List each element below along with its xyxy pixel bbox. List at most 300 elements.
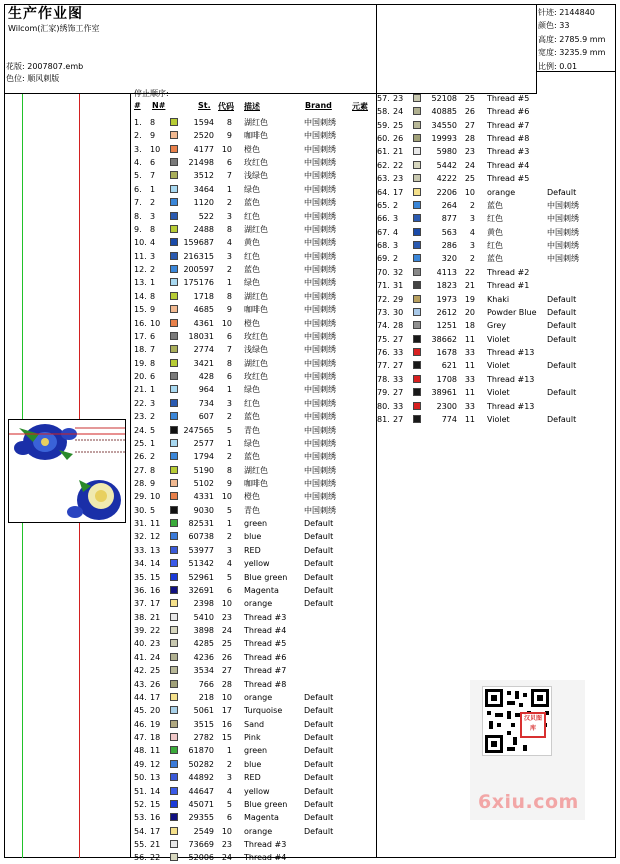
cell-n: 5: [150, 425, 156, 435]
cell-desc: 咖啡色: [244, 478, 268, 488]
cell-desc: Khaki: [487, 294, 510, 304]
cell-desc: Sand: [244, 719, 265, 729]
embroidery-preview-image: [9, 420, 126, 523]
cell-code: 6: [226, 331, 232, 341]
cell-code: 8: [226, 291, 232, 301]
cell-desc: 橙色: [244, 492, 260, 502]
cell-brand: Default: [304, 746, 334, 756]
table-row: [134, 571, 374, 584]
cell-st: 4285: [193, 639, 214, 649]
cell-desc: Turquoise: [244, 706, 283, 716]
cell-st: 2782: [193, 733, 214, 743]
cell-code: 24: [464, 160, 475, 170]
cell-st: 734: [198, 398, 214, 408]
cell-desc: Violet: [487, 414, 510, 424]
cell-idx: 61.: [377, 147, 390, 157]
table-row: [134, 597, 374, 610]
cell-n: 22: [150, 626, 161, 636]
cell-desc: 玫红色: [244, 158, 268, 168]
cell-st: 21498: [188, 158, 214, 168]
cell-brand: 中国刺绣: [304, 465, 336, 475]
cell-desc: Thread #7: [487, 120, 530, 130]
cell-n: 21: [150, 612, 161, 622]
cell-brand: 中国刺绣: [304, 318, 336, 328]
cell-n: 25: [393, 120, 404, 130]
cell-code: 11: [464, 414, 475, 424]
cell-st: 2549: [193, 826, 214, 836]
cell-idx: 12.: [134, 265, 147, 275]
cell-n: 29: [393, 294, 404, 304]
cell-idx: 45.: [134, 706, 147, 716]
stat-stitches: 针迹: 2144840: [538, 8, 595, 17]
cell-n: 2: [150, 452, 156, 462]
cell-brand: Default: [304, 545, 334, 555]
cell-st: 3464: [193, 184, 214, 194]
cell-idx: 69.: [377, 254, 390, 264]
cell-n: 24: [393, 107, 404, 117]
cell-code: 17: [221, 706, 232, 716]
cell-desc: 咖啡色: [244, 131, 268, 141]
cell-brand: Default: [547, 414, 577, 424]
cell-n: 26: [150, 679, 161, 689]
cell-code: 1: [226, 184, 232, 194]
table-row: [377, 212, 617, 225]
cell-st: 61870: [188, 746, 214, 756]
cell-code: 2: [469, 200, 475, 210]
cell-desc: orange: [244, 826, 273, 836]
cell-brand: 中国刺绣: [304, 478, 336, 488]
cell-st: 4222: [436, 174, 457, 184]
cell-code: 1: [226, 746, 232, 756]
cell-st: 3534: [193, 666, 214, 676]
cell-idx: 42.: [134, 666, 147, 676]
table-row: [134, 210, 374, 223]
cell-n: 1: [150, 184, 156, 194]
cell-idx: 41.: [134, 652, 147, 662]
cell-desc: Thread #4: [244, 626, 287, 636]
cell-code: 10: [221, 692, 232, 702]
cell-idx: 36.: [134, 585, 147, 595]
cell-st: 2206: [436, 187, 457, 197]
table-row: [377, 105, 617, 118]
cell-n: 12: [150, 759, 161, 769]
cell-st: 5442: [436, 160, 457, 170]
cell-idx: 34.: [134, 559, 147, 569]
cell-n: 9: [150, 131, 156, 141]
cell-desc: Thread #6: [487, 107, 530, 117]
table-row: [377, 199, 617, 212]
cell-st: 2774: [193, 345, 214, 355]
table-row: [377, 226, 617, 239]
cell-code: 24: [221, 853, 232, 863]
cell-code: 1: [226, 385, 232, 395]
table-row: [134, 811, 374, 824]
cell-idx: 7.: [134, 198, 142, 208]
cell-desc: Magenta: [244, 813, 279, 823]
cell-brand: 中国刺绣: [304, 305, 336, 315]
cell-idx: 48.: [134, 746, 147, 756]
cell-idx: 57.: [377, 94, 390, 103]
cell-st: 320: [441, 254, 457, 264]
cell-st: 247565: [183, 425, 214, 435]
table-row: [377, 119, 617, 132]
table-row: [134, 664, 374, 677]
cell-desc: RED: [244, 773, 261, 783]
cell-idx: 40.: [134, 639, 147, 649]
table-row: [134, 410, 374, 423]
cell-n: 22: [393, 160, 404, 170]
cell-desc: orange: [487, 187, 516, 197]
cell-st: 34550: [431, 120, 457, 130]
table-row: [134, 330, 374, 343]
table-row: [377, 279, 617, 292]
cell-code: 10: [464, 187, 475, 197]
cell-n: 1: [150, 278, 156, 288]
cell-desc: Thread #5: [487, 174, 530, 184]
cell-n: 31: [393, 281, 404, 291]
table-row: [134, 611, 374, 624]
cell-code: 3: [226, 251, 232, 261]
cell-desc: 浅绿色: [244, 345, 268, 355]
colorway-value: 顺风刺版: [27, 74, 60, 83]
cell-code: 2: [226, 532, 232, 542]
cell-code: 3: [226, 211, 232, 221]
cell-n: 3: [393, 241, 399, 251]
cell-st: 1823: [436, 281, 457, 291]
cell-n: 6: [150, 372, 156, 382]
cell-desc: 黄色: [487, 227, 503, 237]
cell-idx: 51.: [134, 786, 147, 796]
cell-idx: 33.: [134, 545, 147, 555]
cell-brand: 中国刺绣: [304, 452, 336, 462]
cell-desc: Thread #13: [487, 401, 535, 411]
cell-code: 6: [226, 813, 232, 823]
cell-idx: 55.: [134, 839, 147, 849]
cell-n: 7: [150, 171, 156, 181]
cell-desc: 绿色: [244, 278, 260, 288]
cell-idx: 44.: [134, 692, 147, 702]
cell-st: 40885: [431, 107, 457, 117]
table-row: [134, 156, 374, 169]
cell-desc: Thread #3: [244, 839, 287, 849]
cell-st: 200597: [183, 265, 214, 275]
cell-idx: 30.: [134, 505, 147, 515]
cell-n: 10: [150, 144, 161, 154]
cell-idx: 8.: [134, 211, 142, 221]
stat-scale: 比例: 0.01: [538, 61, 578, 71]
cell-code: 10: [221, 144, 232, 154]
cell-st: 18031: [188, 331, 214, 341]
cell-st: 44647: [188, 786, 214, 796]
table-row: [134, 718, 374, 731]
design-preview: [8, 419, 126, 523]
table-row: [377, 306, 617, 319]
cell-st: 877: [441, 214, 457, 224]
cell-brand: Default: [304, 692, 334, 702]
cell-desc: 红色: [244, 398, 260, 408]
cell-n: 33: [393, 401, 404, 411]
cell-brand: 中国刺绣: [304, 412, 336, 422]
cell-st: 175176: [183, 278, 214, 288]
cell-idx: 28.: [134, 478, 147, 488]
table-row: [377, 359, 617, 372]
cell-n: 7: [150, 345, 156, 355]
cell-st: 52961: [188, 572, 214, 582]
cell-code: 11: [464, 334, 475, 344]
cell-n: 2: [393, 254, 399, 264]
cell-n: 27: [393, 388, 404, 398]
cell-brand: Default: [304, 773, 334, 783]
cell-st: 51342: [188, 559, 214, 569]
cell-n: 19: [150, 719, 161, 729]
stats-list: [538, 6, 605, 73]
cell-st: 563: [441, 227, 457, 237]
cell-st: 522: [198, 211, 214, 221]
cell-code: 9: [226, 305, 232, 315]
cell-brand: 中国刺绣: [304, 345, 336, 355]
cell-desc: 玫红色: [244, 331, 268, 341]
cell-st: 53977: [188, 545, 214, 555]
stat-colors: 颜色: 33: [538, 21, 570, 31]
cell-desc: Thread #2: [487, 267, 530, 277]
cell-brand: 中国刺绣: [547, 227, 579, 237]
cell-n: 3: [150, 398, 156, 408]
cell-code: 6: [226, 158, 232, 168]
cell-desc: Thread #8: [244, 679, 287, 689]
cell-n: 12: [150, 532, 161, 542]
cell-idx: 49.: [134, 759, 147, 769]
table-row: [377, 293, 617, 306]
table-row: [134, 825, 374, 838]
cell-desc: 绿色: [244, 184, 260, 194]
cell-st: 4113: [436, 267, 457, 277]
cell-code: 11: [464, 388, 475, 398]
cell-brand: Default: [547, 334, 577, 344]
cell-desc: RED: [244, 545, 261, 555]
qr-stamp-seal: 汉贝图库: [520, 712, 546, 738]
table-row: [134, 557, 374, 570]
cell-idx: 77.: [377, 361, 390, 371]
table-row: [134, 290, 374, 303]
cell-idx: 18.: [134, 345, 147, 355]
table-row: [134, 490, 374, 503]
cell-idx: 6.: [134, 184, 142, 194]
cell-code: 18: [464, 321, 475, 331]
cell-code: 8: [226, 118, 232, 127]
col-header-n: N#: [152, 101, 166, 110]
cell-brand: Default: [304, 585, 334, 595]
cell-st: 1708: [436, 374, 457, 384]
cell-st: 1120: [193, 198, 214, 208]
table-row: [377, 92, 617, 105]
cell-brand: 中国刺绣: [547, 241, 579, 251]
table-row: [377, 333, 617, 346]
cell-idx: 26.: [134, 452, 147, 462]
cell-st: 159687: [183, 238, 214, 248]
cell-desc: 红色: [244, 251, 260, 261]
cell-st: 45071: [188, 799, 214, 809]
cell-n: 8: [150, 224, 156, 234]
cell-desc: blue: [244, 532, 262, 542]
cell-n: 6: [150, 158, 156, 168]
table-row: [134, 263, 374, 276]
cell-n: 2: [393, 200, 399, 210]
table-row: [134, 477, 374, 490]
cell-desc: 橙色: [244, 144, 260, 154]
cell-st: 5061: [193, 706, 214, 716]
cell-st: 218: [198, 692, 214, 702]
cell-n: 8: [150, 358, 156, 368]
cell-code: 9: [226, 131, 232, 141]
table-row: [134, 169, 374, 182]
cell-brand: 中国刺绣: [547, 254, 579, 264]
cell-code: 23: [221, 839, 232, 849]
cell-n: 3: [150, 211, 156, 221]
cell-n: 27: [393, 361, 404, 371]
cell-brand: 中国刺绣: [304, 251, 336, 261]
table-row: [134, 370, 374, 383]
cell-st: 607: [198, 412, 214, 422]
cell-st: 964: [198, 385, 214, 395]
table-row: [134, 771, 374, 784]
cell-idx: 53.: [134, 813, 147, 823]
cell-code: 5: [226, 505, 232, 515]
cell-idx: 31.: [134, 519, 147, 529]
cell-desc: 咖啡色: [244, 305, 268, 315]
cell-n: 10: [150, 318, 161, 328]
col-header-element: 元素: [352, 102, 368, 111]
cell-idx: 59.: [377, 120, 390, 130]
table-row: [134, 530, 374, 543]
cell-code: 28: [221, 679, 232, 689]
cell-idx: 39.: [134, 626, 147, 636]
cell-st: 2398: [193, 599, 214, 609]
cell-st: 4177: [193, 144, 214, 154]
cell-code: 2: [226, 759, 232, 769]
cell-idx: 9.: [134, 224, 142, 234]
cell-st: 286: [441, 241, 457, 251]
cell-code: 33: [464, 374, 475, 384]
cell-n: 17: [150, 826, 161, 836]
cell-code: 15: [221, 733, 232, 743]
cell-n: 15: [150, 799, 161, 809]
table-row: [377, 386, 617, 399]
cell-code: 26: [464, 107, 475, 117]
cell-n: 23: [150, 639, 161, 649]
cell-desc: Magenta: [244, 585, 279, 595]
cell-st: 216315: [183, 251, 214, 261]
table-row: [134, 838, 374, 851]
cell-st: 5980: [436, 147, 457, 157]
cell-desc: 蓝色: [487, 200, 503, 210]
col-header-code: 代码: [218, 102, 234, 111]
cell-st: 60738: [188, 532, 214, 542]
cell-n: 16: [150, 585, 161, 595]
design-label: 花版:: [6, 62, 25, 71]
cell-idx: 4.: [134, 158, 142, 168]
cell-idx: 14.: [134, 291, 147, 301]
cell-code: 3: [226, 398, 232, 408]
cell-desc: 红色: [244, 211, 260, 221]
cell-brand: Default: [304, 706, 334, 716]
cell-desc: Violet: [487, 361, 510, 371]
cell-brand: Default: [304, 733, 334, 743]
cell-desc: 蓝色: [244, 198, 260, 208]
table-row: [377, 172, 617, 185]
cell-desc: 蓝色: [244, 452, 260, 462]
cell-idx: 47.: [134, 733, 147, 743]
cell-code: 8: [226, 224, 232, 234]
cell-brand: Default: [547, 307, 577, 317]
cell-idx: 3.: [134, 144, 142, 154]
cell-desc: yellow: [244, 559, 270, 569]
cell-brand: Default: [304, 532, 334, 542]
cell-code: 3: [469, 241, 475, 251]
cell-idx: 70.: [377, 267, 390, 277]
cell-n: 3: [150, 251, 156, 261]
table-row: [134, 637, 374, 650]
cell-brand: Default: [304, 519, 334, 529]
cell-desc: Thread #7: [244, 666, 287, 676]
cell-brand: 中国刺绣: [304, 278, 336, 288]
cell-idx: 58.: [377, 107, 390, 117]
cell-code: 20: [464, 307, 475, 317]
cell-code: 7: [226, 171, 232, 181]
cell-st: 9030: [193, 505, 214, 515]
table-row: [134, 317, 374, 330]
cell-code: 3: [226, 545, 232, 555]
studio-name: Wilcom(汇家)绣饰工作室: [8, 24, 100, 33]
cell-desc: Thread #3: [244, 612, 287, 622]
table-row: [134, 851, 374, 864]
cell-desc: Thread #4: [244, 853, 287, 863]
cell-n: 9: [150, 478, 156, 488]
cell-idx: 66.: [377, 214, 390, 224]
cell-desc: Thread #8: [487, 134, 530, 144]
cell-code: 1: [226, 278, 232, 288]
cell-st: 1973: [436, 294, 457, 304]
cell-idx: 60.: [377, 134, 390, 144]
cell-code: 16: [221, 719, 232, 729]
table-row: [377, 252, 617, 265]
cell-brand: Default: [547, 361, 577, 371]
cell-st: 52006: [188, 853, 214, 863]
table-row: [134, 678, 374, 691]
cell-desc: 湖红色: [244, 118, 268, 127]
cell-desc: Thread #4: [487, 160, 530, 170]
cell-idx: 2.: [134, 131, 142, 141]
cell-st: 3898: [193, 626, 214, 636]
col-header-brand: Brand: [305, 101, 332, 110]
cell-st: 1251: [436, 321, 457, 331]
cell-idx: 1.: [134, 118, 142, 127]
cell-desc: Powder Blue: [487, 307, 537, 317]
cell-n: 21: [150, 839, 161, 849]
cell-n: 21: [393, 147, 404, 157]
cell-idx: 27.: [134, 465, 147, 475]
cell-code: 10: [221, 492, 232, 502]
cell-desc: 青色: [244, 425, 260, 435]
cell-brand: 中国刺绣: [304, 118, 336, 127]
cell-brand: Default: [304, 786, 334, 796]
cell-desc: Thread #1: [487, 281, 530, 291]
stat-height: 高度: 2785.9 mm: [538, 34, 606, 44]
cell-brand: Default: [547, 321, 577, 331]
cell-desc: Pink: [244, 733, 261, 743]
cell-desc: Grey: [487, 321, 506, 331]
cell-n: 24: [150, 652, 161, 662]
cell-st: 32691: [188, 585, 214, 595]
